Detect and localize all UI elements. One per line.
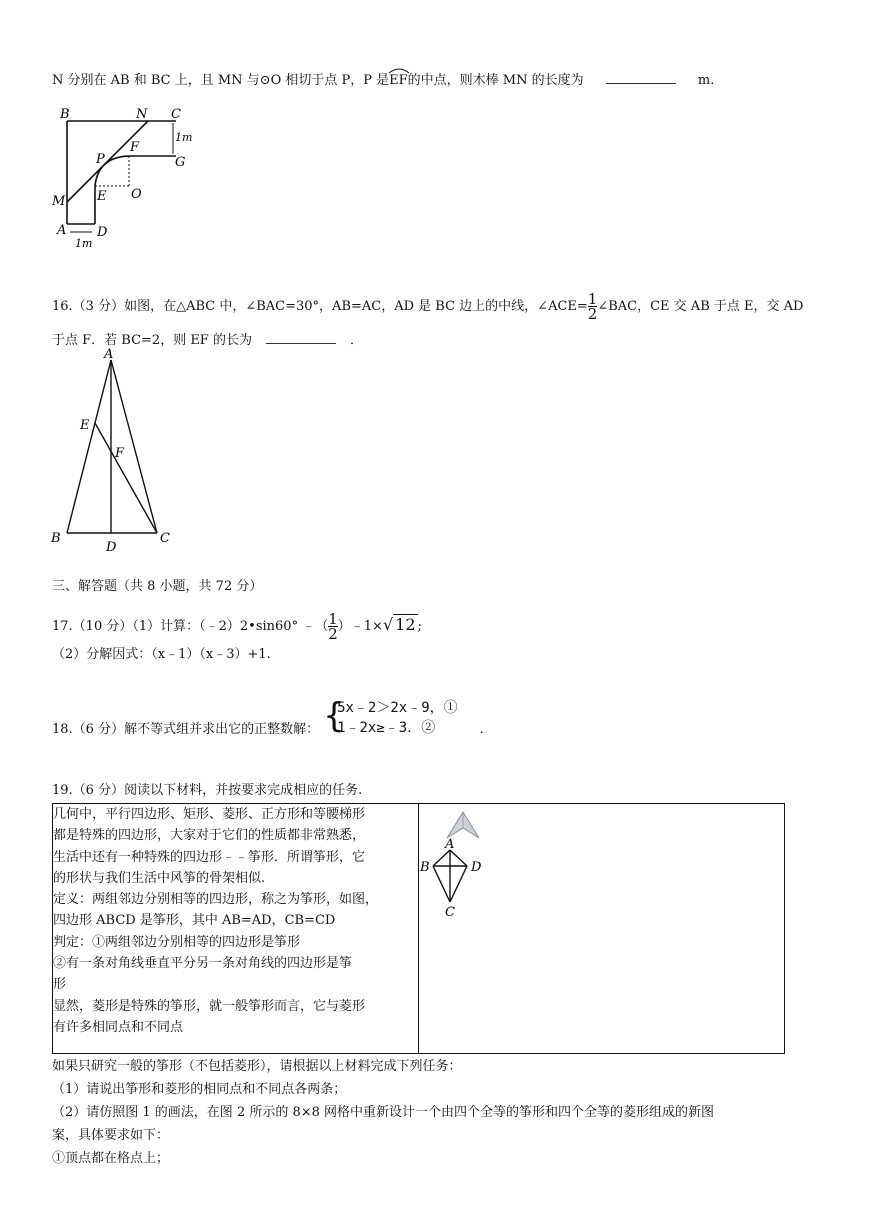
q18-line: 18.（6 分）解不等式组并求出它的正整数解： { 5x﹣2＞2x﹣9，① 1﹣2x≥﹣3．② ． xyxy=(52,696,493,737)
fig15-label-G: G xyxy=(175,155,186,170)
q15-text-before: N 分别在 AB 和 BC 上，且 MN 与⊙O 相切于点 P，P 是 xyxy=(52,73,390,88)
q19-after-line: ①顶点都在格点上； xyxy=(52,1151,170,1166)
q15-text-after: 的中点，则木棒 MN 的长度为 xyxy=(407,73,584,88)
q17-part1: 17.（10 分）（1）计算：（﹣2）2•sin60° ﹣（ $\frac{1}{2}$ ）﹣1×√ 12 ; xyxy=(52,610,422,643)
fig15-label-M: M xyxy=(52,194,66,209)
material-line: ②有一条对角线垂直平分另一条对角线的四边形是筝 xyxy=(53,956,353,972)
q19-after-line: 如果只研究一般的筝形（不包括菱形），请根据以上材料完成下列任务： xyxy=(52,1059,462,1074)
q19-figure-cell xyxy=(419,804,785,1054)
fig16-label-B: B xyxy=(51,531,61,546)
figure-15 xyxy=(50,100,210,252)
q15-line xyxy=(52,70,714,90)
q19-after-line: （2）请仿照图 1 的画法，在图 2 所示的 8×8 网格中重新设计一个由四个全等的筝形和四个全等的菱形组成的新图 xyxy=(52,1105,715,1120)
q16-answer-blank xyxy=(266,330,336,344)
fig16-label-C: C xyxy=(160,531,170,546)
material-line: 几何中，平行四边形、矩形、菱形、正方形和等腰梯形 xyxy=(53,807,366,822)
fig15-label-C: C xyxy=(171,107,181,122)
fig15-label-O: O xyxy=(131,187,142,202)
fig15-label-A: A xyxy=(57,223,67,238)
fig15-label-B: B xyxy=(60,107,70,122)
kite-label-C: C xyxy=(445,905,455,920)
material-line: 的形状与我们生活中风筝的骨架相似. xyxy=(53,870,266,886)
fig15-dim-top: 1m xyxy=(175,131,193,144)
kite-label-A: A xyxy=(445,837,455,852)
fig16-label-E: E xyxy=(80,418,90,433)
material-line: 定义：两组邻边分别相等的四边形，称之为筝形，如图， xyxy=(53,892,379,908)
q16-fraction: $\frac{1}{2}$ xyxy=(587,290,598,323)
q18-ineq-1: 5x﹣2＞2x﹣9，① xyxy=(337,700,458,716)
material-line: 有许多相同点和不同点 xyxy=(53,1019,184,1035)
fig15-label-N: N xyxy=(136,107,148,122)
q17-sqrt: √ 12 xyxy=(382,615,416,634)
q15-arc-ef: EF xyxy=(389,72,408,90)
material-line: 生活中还有一种特殊的四边形﹣﹣筝形．所谓筝形，它 xyxy=(53,849,366,865)
kite-label-D: D xyxy=(471,860,482,875)
q15-unit: m. xyxy=(697,73,715,88)
section-3-title: 三、解答题（共 8 小题，共 72 分） xyxy=(52,579,263,594)
q16-line2: 于点 F．若 BC=2，则 EF 的长为 ． xyxy=(52,330,363,350)
kite-figure xyxy=(419,806,519,926)
q17-part2: （2）分解因式：（x﹣1）（x﹣3）+1. xyxy=(52,647,271,662)
figure-16 xyxy=(45,345,185,557)
material-line: 形 xyxy=(53,977,67,993)
q18-ineq-2: 1﹣2x≥﹣3．② xyxy=(337,720,436,736)
q19-after-line: 案，具体要求如下： xyxy=(52,1128,170,1143)
material-line: 都是特殊的四边形，大家对于它们的性质都非常熟悉， xyxy=(53,828,366,844)
kite-label-B: B xyxy=(420,860,430,875)
fig15-label-F: F xyxy=(130,140,140,155)
q15-answer-blank xyxy=(606,70,676,84)
q19-title: 19.（6 分）阅读以下材料，并按要求完成相应的任务. xyxy=(52,783,363,798)
fig16-label-D: D xyxy=(106,540,117,555)
q18-inequality-system: { 5x﹣2＞2x﹣9，① 1﹣2x≥﹣3．② xyxy=(323,696,458,736)
material-line: 四边形 ABCD 是筝形，其中 AB=AD，CB=CD xyxy=(53,913,336,929)
q19-after-line: （1）请说出筝形和菱形的相同点和不同点各两条； xyxy=(52,1082,347,1097)
fig16-label-A: A xyxy=(104,347,114,362)
q19-material-table xyxy=(52,803,785,1054)
q16-line1: 16.（3 分）如图，在△ABC 中，∠BAC=30°，AB=AC，AD 是 BC 边上的中线，∠ACE= $\frac{1}{2}$ ∠BAC，CE 交 AB 于点 E，交 AD xyxy=(52,290,804,323)
fig15-dim-bottom: 1m xyxy=(75,237,93,250)
fig15-label-D: D xyxy=(97,225,108,240)
q19-material-cell xyxy=(53,804,419,1054)
fig16-label-F: F xyxy=(115,446,125,461)
q17-fraction: $\frac{1}{2}$ xyxy=(328,610,338,643)
fig15-label-E: E xyxy=(97,189,107,204)
fig15-label-P: P xyxy=(96,152,105,167)
material-line: 判定：①两组邻边分别相等的四边形是筝形 xyxy=(53,934,301,950)
kite-decoration-icon xyxy=(447,812,479,838)
material-line: 显然，菱形是特殊的筝形，就一般筝形而言，它与菱形 xyxy=(53,998,366,1014)
